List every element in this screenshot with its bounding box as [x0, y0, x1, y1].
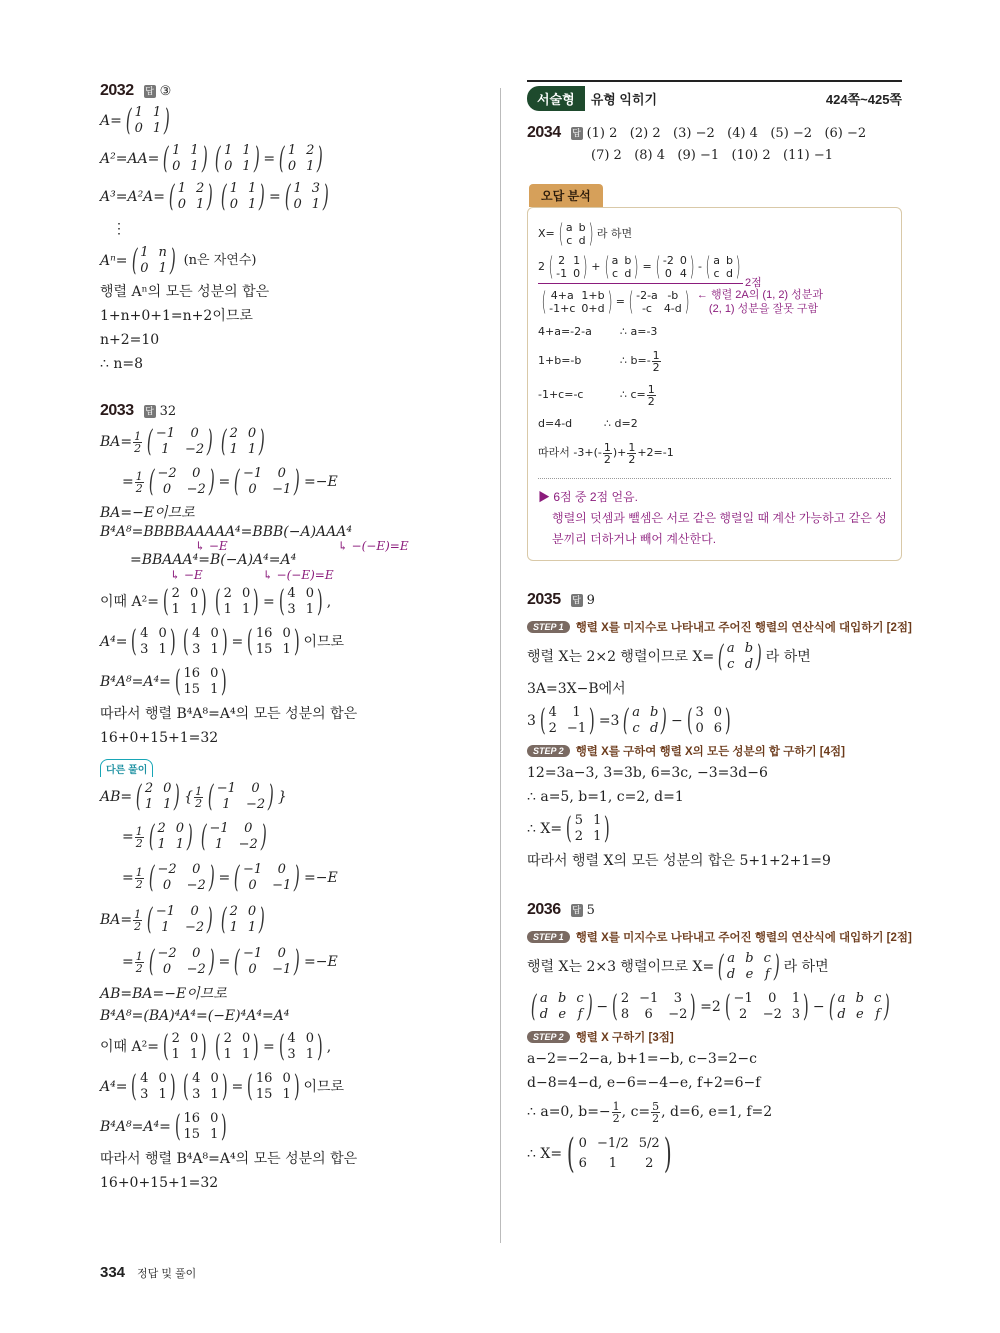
problem-number: 2035 [527, 591, 561, 608]
error-analysis-tab: 오답 분석 [529, 184, 603, 207]
problem-number: 2036 [527, 901, 561, 918]
text-line: d−8=4−d, e−6=−4−e, f+2=6−f [527, 1075, 761, 1091]
annotation: ↳ −E [170, 568, 203, 582]
answer-icon: 답 [572, 904, 581, 915]
matrix: ( 1 1 0 1 ) [125, 103, 170, 138]
step-badge: STEP 2 [527, 745, 570, 757]
text-line: 따라서 행렬 B⁴A⁸=A⁴의 모든 성분의 합은 [100, 706, 358, 722]
text-line: n+2=10 [100, 332, 160, 348]
text-line: 16+0+15+1=32 [100, 1175, 219, 1191]
text-line: 16+0+15+1=32 [100, 730, 219, 746]
vdots: ⋮ [112, 221, 126, 237]
left-column [100, 80, 480, 1195]
problem-number: 2033 [100, 402, 134, 419]
answer-value: ③ [159, 83, 172, 99]
eq-lhs: A= [100, 113, 122, 129]
text-line: 12=3a−3, 3=3b, 6=3c, −3=3d−6 [527, 765, 768, 781]
text-line: AB=BA=−E이므로 [100, 986, 227, 1002]
answer-icon: 답 [145, 85, 154, 96]
text-line: 따라서 행렬 X의 모든 성분의 합은 5+1+2+1=9 [527, 853, 831, 869]
section-pages: 424쪽~425쪽 [825, 91, 902, 107]
text-line: 행렬 Aⁿ의 모든 성분의 합은 [100, 284, 270, 300]
annotation: ↳ −E [195, 539, 228, 553]
text-line: 3A=3X−B에서 [527, 681, 626, 697]
note: (n은 자연수) [183, 253, 257, 268]
eq-lhs: A³=A²A= [100, 189, 166, 205]
matrix: ( 1 1 0 1 ) [163, 141, 208, 176]
feedback-score: ▶ 6점 중 2점 얻음. [538, 490, 638, 504]
eq-lhs: A²=AA= [100, 151, 160, 167]
text-line: a−2=−2−a, b+1=−b, c−3=2−c [527, 1051, 757, 1067]
text-line: B⁴A⁸=(BA)⁴A⁴=(−E)⁴A⁴=A⁴ [100, 1008, 290, 1024]
feedback-text: 행렬의 덧셈과 뺄셈은 서로 같은 행렬일 때 계산 가능하고 같은 성분끼리 더하거나 빼어 계산한다. [552, 511, 887, 546]
step-1: STEP 1 행렬 X를 미지수로 나타내고 주어진 행렬의 연산식에 대입하기 [2점] [527, 927, 902, 947]
matrix: ( 1 2 0 1 ) [279, 141, 324, 176]
problem-2036: 2036 답 5 STEP 1 행렬 X를 미지수로 나타내고 주어진 행렬의 연산식에 대입하기 [2점] 행렬 X는 2×3 행렬이므로 X= ( a b c d e f ) 라 하면 ( a b c d e f ) − ( 2 −1 3 8 6 −2 ) = 2 ( −1 0 1 2 −2 3 ) − ( a b c d e f ) STEP 2 행렬 X 구하기 [3점] a−2=−2−a, b+1=−b, c−3=2−c d−8=4−d, e−6=−4−e, f+2=6−f ∴ a=0, b=− $\frac{1}{2}$ , c= $\frac{5}{2}$ , d=6, e=1, f=2 ∴ X= ( 0 −1/2 5/2 6 1 2 ) [527, 901, 912, 1177]
answer-value: 9 [586, 592, 595, 608]
step-1: STEP 1 행렬 X를 미지수로 나타내고 주어진 행렬의 연산식에 대입하기 [2점] [527, 617, 902, 637]
answer-row-1: (1) 2 (2) 2 (3) −2 (4) 4 (5) −2 (6) −2 [586, 125, 867, 141]
error-analysis-box: X= ( a b c d ) 라 하면 2 ( 2 1 -1 0 ) + ( a b c d ) = ( -2 0 0 4 ) - ( a b c d ) 2점 ( 4+a 1+b -1+c 0+d ) = ( -2-a -b -c 4-d ) ← 행렬 2A의 (1, 2) 성분과 (2, 1) 성분을 잘못 구함 4+a=-2-a ∴ a=-3 1+b=-b ∴ b=- $\frac{1}{2}$ -1+c=-c ∴ c= $\frac{1}{2}$ d=4-d ∴ d=2 따라서 -3+ (- $\frac{1}{2}$ ) + $\frac{1}{2}$ +2=-1 ▶ 6점 중 2점 얻음. 행렬의 덧셈과 뺄셈은 서로 같은 행렬일 때 계산 가능하고 같은 성분끼리 더하거나 빼어 계산한다. [527, 207, 902, 561]
eq-lhs: Aⁿ= [100, 253, 128, 269]
page-footer [100, 1264, 196, 1281]
answer-row-2: (7) 2 (8) 4 (9) −1 (10) 2 (11) −1 [591, 148, 834, 163]
page-number: 334 [100, 1264, 126, 1281]
annotation: ↳ −(−E)=E [337, 539, 409, 553]
matrix: ( 1 3 0 1 ) [284, 179, 329, 214]
matrix: ( 1 1 0 1 ) [220, 179, 266, 214]
score-mark: 2점 [745, 277, 762, 289]
matrix: ( 1 2 0 1 ) [168, 179, 214, 214]
step-badge: STEP 1 [527, 621, 570, 633]
problem-2032: 2032 답 ③ A= ( 1 1 0 1 ) A²=AA= ( 1 1 0 1 ) ( 1 1 0 1 ) = ( 1 2 0 1 ) A³=A²A= ( 1 2 0 1 ) ( 1 1 0 1 ) = ( 1 3 0 1 ) ⋮ Aⁿ= ( 1 n 0 1 ) (n은 자연수) 행렬 Aⁿ의 모든 성분의 합은 1+n+0+1=n+2이므로 n+2=10 ∴ n=8 [100, 80, 480, 376]
footer-label: 정답 및 풀이 [137, 1268, 197, 1280]
text-line: =BBAAA⁴=B(−A)A⁴=A⁴ [130, 552, 297, 568]
problem-2033: 2033 답 32 BA= $\frac{1}{2}$ ( −1 0 1 −2 ) ( 2 0 1 1 ) = $\frac{1}{2}$ ( −2 0 0 −2 ) = ( −1 0 0 −1 ) =−E BA=−E이므로 B⁴A⁸=BBBBAAAAA⁴=BBB(−A)AAA⁴ ↳ −E ↳ −(−E)=E =BBAAA⁴=B(−A)A⁴=A⁴ ↳ −E ↳ −(−E)=E 이때 A²= ( 2 0 1 1 ) ( 2 0 1 1 ) = ( 4 0 3 1 ) , A⁴= ( 4 0 3 1 ) ( 4 0 3 1 ) = ( 16 0 15 1 ) 이므로 B⁴A⁸=A⁴= ( 16 0 15 1 ) 따라서 행렬 B⁴A⁸=A⁴의 모든 성분의 합은 16+0+15+1=32 다른 풀이 AB= ( 2 0 1 1 ) { $\frac{1}{2}$ ( −1 0 1 −2 ) } = $\frac{1}{2}$ ( 2 0 1 1 ) ( −1 0 1 −2 ) = $\frac{1}{2}$ ( −2 0 0 −2 ) = ( −1 0 0 −1 ) =−E BA= $\frac{1}{2}$ ( −1 0 1 −2 ) ( 2 0 1 1 ) = $\frac{1}{2}$ ( −2 0 0 −2 ) = ( −1 0 0 −1 ) =−E AB=BA=−E이므로 B⁴A⁸=(BA)⁴A⁴=(−E)⁴A⁴=A⁴ 이때 A²= ( 2 0 1 1 ) ( 2 0 1 1 ) = ( 4 0 3 1 ) , A⁴= ( 4 0 3 1 ) ( 4 0 3 1 ) = ( 16 0 15 1 ) 이므로 B⁴A⁸=A⁴= ( 16 0 15 1 ) 따라서 행렬 B⁴A⁸=A⁴의 모든 성분의 합은 16+0+15+1=32 [100, 400, 480, 1195]
answer-icon: 답 [572, 127, 581, 138]
section-header [527, 80, 902, 110]
right-column [527, 80, 912, 1179]
answer-value: 5 [586, 902, 595, 918]
text-line: ∴ a=5, b=1, c=2, d=1 [527, 789, 684, 805]
text-line: B⁴A⁸=BBBBAAAAA⁴=BBB(−A)AAA⁴ [100, 524, 352, 540]
problem-number: 2034 [527, 124, 561, 141]
matrix: ( 1 n 0 1 ) [131, 243, 176, 278]
problem-2034 [527, 122, 902, 561]
text-line: 따라서 행렬 B⁴A⁸=A⁴의 모든 성분의 합은 [100, 1151, 358, 1167]
fraction: $\frac{1}{2}$ [134, 429, 142, 455]
step-2: STEP 2 행렬 X를 구하여 행렬 X의 모든 성분의 합 구하기 [4점] [527, 741, 902, 761]
annotation: ← 행렬 2A의 (1, 2) 성분과 [696, 289, 824, 301]
text-line: BA=−E이므로 [100, 505, 195, 521]
answer-icon: 답 [572, 594, 581, 605]
text-line: 1+n+0+1=n+2이므로 [100, 308, 253, 324]
answer-value: 32 [159, 403, 177, 419]
eq-lhs: 이때 A²= [100, 594, 159, 610]
column-divider [500, 88, 501, 1243]
problem-number: 2032 [100, 82, 134, 99]
alt-solution-tag: 다른 풀이 [100, 759, 153, 777]
section-title: 유형 익히기 [590, 91, 658, 107]
matrix: ( 1 1 0 1 ) [215, 141, 260, 176]
step-badge: STEP 1 [527, 931, 570, 943]
dotted-divider [538, 478, 891, 479]
problem-2035: 2035 답 9 STEP 1 행렬 X를 미지수로 나타내고 주어진 행렬의 연산식에 대입하기 [2점] 행렬 X는 2×2 행렬이므로 X= ( a b c d ) 라 하면 3A=3X−B에서 3 ( 4 1 2 −1 ) = 3 ( a b c d ) − ( 3 0 0 6 ) STEP 2 행렬 X를 구하여 행렬 X의 모든 성분의 합 구하기 [4점] 12=3a−3, 3=3b, 6=3c, −3=3d−6 ∴ a=5, b=1, c=2, d=1 ∴ X= ( 5 1 2 1 ) 따라서 행렬 X의 모든 성분의 합은 5+1+2+1=9 [527, 589, 902, 873]
section-badge: 서술형 [527, 86, 585, 111]
annotation: (2, 1) 성분을 잘못 구함 [708, 303, 819, 315]
answer-icon: 답 [145, 405, 154, 416]
eq-lhs: BA= [100, 434, 133, 450]
text-line: ∴ n=8 [100, 356, 144, 372]
step-2: STEP 2 행렬 X 구하기 [3점] [527, 1027, 902, 1047]
annotation: ↳ −(−E)=E [262, 568, 334, 582]
step-badge: STEP 2 [527, 1031, 570, 1043]
